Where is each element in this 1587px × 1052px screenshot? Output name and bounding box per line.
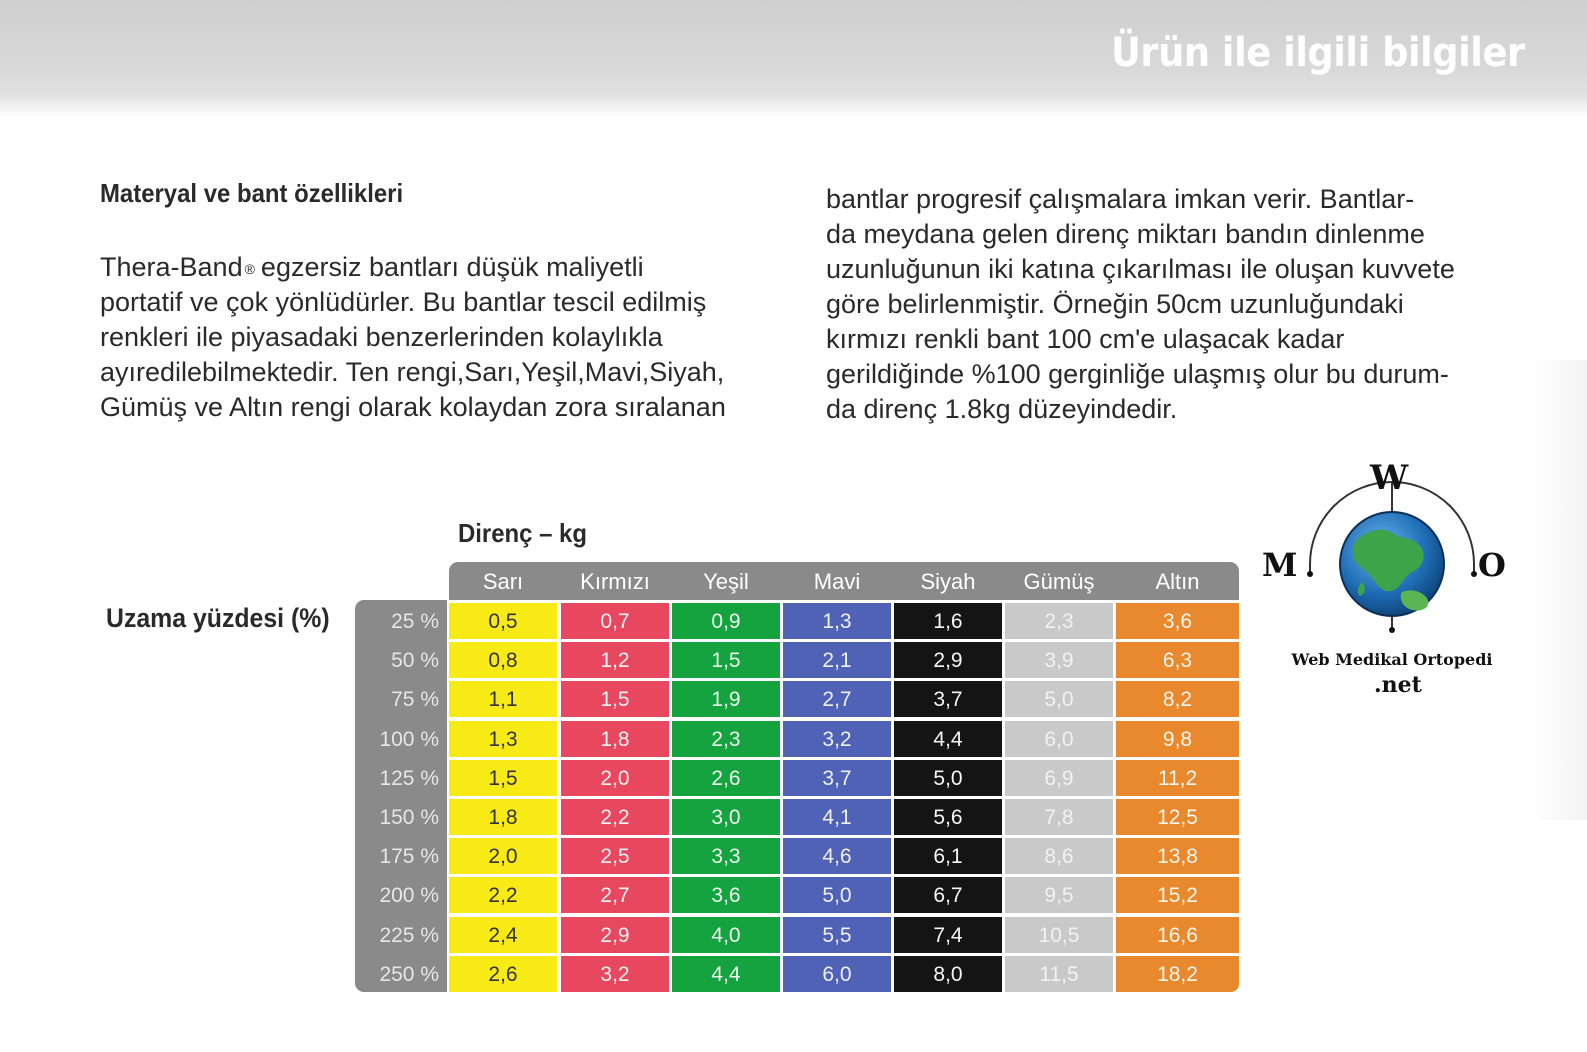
table-cell: 6,0	[1005, 721, 1113, 757]
right-paragraph-line: da direnç 1.8kg düzeyindedir.	[826, 394, 1178, 424]
table-cell: 13,8	[1116, 838, 1239, 874]
table-cell: 12,5	[1116, 799, 1239, 835]
table-cell: 2,6	[672, 760, 780, 796]
table-cell: 1,1	[449, 681, 557, 717]
left-paragraph	[100, 250, 726, 425]
table-cell: 1,6	[894, 603, 1002, 639]
logo-net-text: .net	[1374, 672, 1422, 698]
logo-letter-w: W	[1370, 458, 1409, 498]
table-cell: 1,8	[561, 721, 669, 757]
table-cell: 6,0	[783, 956, 891, 992]
column-header: Kırmızı	[580, 569, 650, 594]
table-cell: 2,6	[449, 956, 557, 992]
table-cell: 2,4	[449, 917, 557, 953]
column-header: Gümüş	[1023, 569, 1095, 594]
table-cell: 7,4	[894, 917, 1002, 953]
table-cell: 5,0	[894, 760, 1002, 796]
table-cell: 3,7	[783, 760, 891, 796]
right-paragraph	[826, 182, 1455, 427]
table-cell: 4,4	[672, 956, 780, 992]
table-cell: 5,6	[894, 799, 1002, 835]
table-cell: 2,2	[561, 799, 669, 835]
table-cell: 5,0	[1005, 681, 1113, 717]
elongation-label: Uzama yüzdesi (%)	[106, 603, 330, 633]
column-header: Mavi	[813, 569, 861, 594]
row-label: 225 %	[379, 924, 439, 947]
row-label: 75 %	[391, 688, 439, 711]
table-cell: 2,5	[561, 838, 669, 874]
table-cell: 3,2	[561, 956, 669, 992]
table-cell: 3,7	[894, 681, 1002, 717]
left-paragraph-line: Gümüş ve Altın rengi olarak kolaydan zora sıralanan	[100, 392, 726, 422]
table-cell: 0,8	[449, 642, 557, 678]
registered-mark: ®	[244, 261, 255, 277]
table-cell: 5,5	[783, 917, 891, 953]
table-cell: 11,2	[1116, 760, 1239, 796]
table-cell: 11,5	[1005, 956, 1113, 992]
left-paragraph-text: egzersiz bantları düşük maliyetli	[260, 252, 644, 282]
table-cell: 3,6	[672, 877, 780, 913]
table-cell: 6,1	[894, 838, 1002, 874]
side-decoration	[1532, 360, 1587, 820]
right-paragraph-line: bantlar progresif çalışmalara imkan verir. Bantlar-	[826, 184, 1415, 214]
resistance-label: Direnç – kg	[458, 518, 587, 548]
left-paragraph-line: renkleri ile piyasadaki benzerlerinden kolaylıkla	[100, 322, 663, 352]
left-paragraph-line: ayıredilebilmektedir. Ten rengi,Sarı,Yeşil,Mavi,Siyah,	[100, 357, 725, 387]
wmo-logo	[1262, 460, 1522, 710]
row-label: 175 %	[379, 845, 439, 868]
row-label: 25 %	[391, 610, 439, 633]
table-cell: 9,8	[1116, 721, 1239, 757]
left-paragraph-line: portatif ve çok yönlüdürler. Bu bantlar tescil edilmiş	[100, 287, 707, 317]
table-cell: 7,8	[1005, 799, 1113, 835]
row-label: 50 %	[391, 649, 439, 672]
table-cell: 8,6	[1005, 838, 1113, 874]
resistance-table	[355, 562, 1239, 992]
logo-brand-text: Web Medikal Ortopedi	[1291, 650, 1493, 669]
right-paragraph-line: da meydana gelen direnç miktarı bandın dinlenme	[826, 219, 1425, 249]
table-cell: 1,2	[561, 642, 669, 678]
table-cell: 8,2	[1116, 681, 1239, 717]
table-cell: 6,7	[894, 877, 1002, 913]
table-cell: 8,0	[894, 956, 1002, 992]
logo-letter-o: O	[1478, 546, 1506, 584]
table-cell: 2,3	[672, 721, 780, 757]
table-cell: 4,1	[783, 799, 891, 835]
table-cell: 1,5	[561, 681, 669, 717]
logo-letter-m: M	[1262, 546, 1298, 584]
table-cell: 4,0	[672, 917, 780, 953]
table-cell: 1,5	[449, 760, 557, 796]
row-label: 250 %	[379, 963, 439, 986]
table-cell: 1,5	[672, 642, 780, 678]
table-cell: 2,2	[449, 877, 557, 913]
row-label: 100 %	[379, 728, 439, 751]
right-paragraph-line: kırmızı renkli bant 100 cm'e ulaşacak kadar	[826, 324, 1345, 354]
row-label: 200 %	[379, 884, 439, 907]
right-paragraph-line: uzunluğunun iki katına çıkarılması ile oluşan kuvvete	[826, 254, 1455, 284]
left-paragraph-line	[100, 250, 726, 285]
table-cell: 2,7	[783, 681, 891, 717]
row-label: 125 %	[379, 767, 439, 790]
column-header: Yeşil	[703, 569, 749, 594]
section-heading: Materyal ve bant özellikleri	[100, 178, 404, 208]
row-label: 150 %	[379, 806, 439, 829]
table-cell: 2,0	[561, 760, 669, 796]
table-cell: 2,9	[894, 642, 1002, 678]
table-cell: 0,9	[672, 603, 780, 639]
column-header: Sarı	[482, 569, 524, 594]
table-cell: 0,7	[561, 603, 669, 639]
table-cell: 3,3	[672, 838, 780, 874]
right-paragraph-line: gerildiğinde %100 gerginliğe ulaşmış olur bu durum-	[826, 359, 1449, 389]
brand-name: Thera-Band	[100, 252, 243, 282]
right-paragraph-line: göre belirlenmiştir. Örneğin 50cm uzunluğundaki	[826, 289, 1404, 319]
table-cell: 5,0	[783, 877, 891, 913]
table-cell: 1,3	[449, 721, 557, 757]
table-cell: 2,9	[561, 917, 669, 953]
table-cell: 1,8	[449, 799, 557, 835]
table-cell: 2,0	[449, 838, 557, 874]
table-cell: 6,3	[1116, 642, 1239, 678]
table-cell: 16,6	[1116, 917, 1239, 953]
table-cell: 3,9	[1005, 642, 1113, 678]
table-cell: 3,6	[1116, 603, 1239, 639]
table-cell: 2,7	[561, 877, 669, 913]
table-cell: 1,3	[783, 603, 891, 639]
table-cell: 2,3	[1005, 603, 1113, 639]
table-cell: 4,4	[894, 721, 1002, 757]
column-header: Siyah	[920, 569, 976, 594]
table-cell: 2,1	[783, 642, 891, 678]
table-cell: 15,2	[1116, 877, 1239, 913]
table-cell: 10,5	[1005, 917, 1113, 953]
table-cell: 18,2	[1116, 956, 1239, 992]
table-cell: 3,2	[783, 721, 891, 757]
table-cell: 9,5	[1005, 877, 1113, 913]
column-header: Altın	[1155, 569, 1200, 594]
table-cell: 6,9	[1005, 760, 1113, 796]
page-title: Ürün ile ilgili bilgiler	[1111, 30, 1525, 76]
table-cell: 3,0	[672, 799, 780, 835]
header-band	[0, 0, 1587, 118]
table-cell: 0,5	[449, 603, 557, 639]
table-cell: 4,6	[783, 838, 891, 874]
table-cell: 1,9	[672, 681, 780, 717]
